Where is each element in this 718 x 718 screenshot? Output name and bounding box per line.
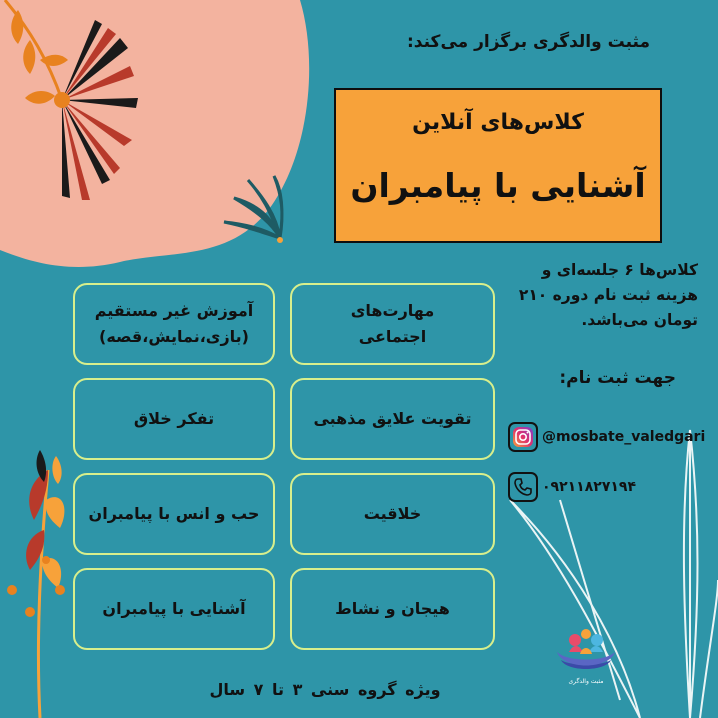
topic-box	[73, 568, 275, 650]
topic-box	[73, 378, 275, 460]
topic-box	[290, 378, 495, 460]
banner-title: آشنایی با پیامبران	[350, 166, 646, 205]
topic-box	[73, 473, 275, 555]
topic-label: آشنایی با پیامبران	[102, 599, 246, 618]
topic-label: خلاقیت	[363, 504, 422, 523]
instagram-handle[interactable]: @mosbate_valedgari	[542, 429, 706, 445]
topic-label: حب و انس با پیامبران	[88, 504, 260, 523]
phone-number[interactable]: ۰۹۲۱۱۸۲۷۱۹۴	[542, 479, 636, 495]
topic-label: آموزش غیر مستقیم (بازی،نمایش،قصه)	[94, 301, 254, 346]
left-plant-icon	[7, 450, 65, 718]
phone-icon	[508, 472, 538, 502]
topic-box	[290, 283, 495, 365]
logo	[553, 622, 619, 694]
info-line-2: هزینه ثبت نام دوره ۲۱۰	[518, 286, 698, 304]
instagram-icon	[508, 422, 538, 452]
topic-label: هیجان و نشاط	[335, 599, 450, 618]
phone-contact[interactable]	[508, 470, 636, 504]
info-line-3: تومان می‌باشد.	[581, 311, 698, 329]
logo-caption: مثبت والدگری	[568, 678, 604, 685]
topic-label: تفکر خلاق	[133, 409, 215, 428]
banner-subtitle: کلاس‌های آنلاین	[412, 110, 584, 135]
topic-label: مهارت‌های اجتماعی	[350, 301, 435, 346]
salmon-blob	[0, 0, 309, 267]
course-info	[488, 258, 698, 333]
age-group-text: ویژه گروه سنی ۳ تا ۷ سال	[209, 680, 441, 699]
organizer-text: مثبت والدگری برگزار می‌کند:	[407, 32, 650, 52]
instagram-contact[interactable]	[508, 420, 705, 454]
topic-box	[73, 283, 275, 365]
topic-box	[290, 473, 495, 555]
topic-box	[290, 568, 495, 650]
registration-label: جهت ثبت نام:	[559, 368, 676, 388]
title-banner	[334, 88, 662, 243]
topic-label: تقویت علایق مذهبی	[313, 409, 472, 428]
logo-icon	[553, 622, 619, 678]
info-line-1: کلاس‌ها ۶ جلسه‌ای و	[541, 261, 698, 279]
